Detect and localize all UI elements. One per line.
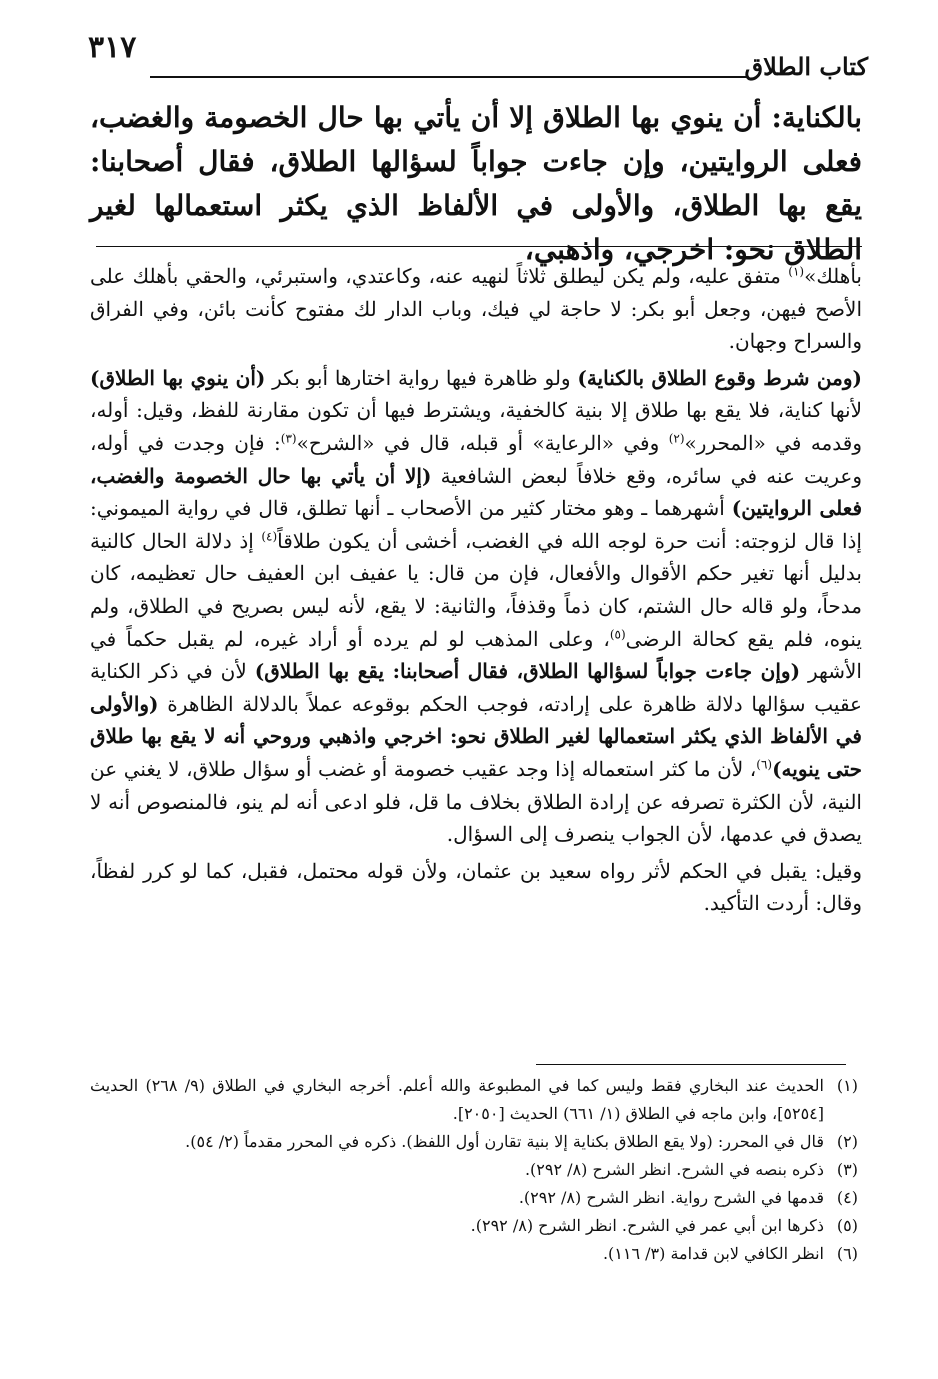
footnote-ref-2[interactable]: (٢) bbox=[668, 431, 685, 446]
footnote-ref-6[interactable]: (٦) bbox=[756, 757, 773, 772]
footnote-ref-3[interactable]: (٣) bbox=[280, 431, 297, 446]
matn-separator bbox=[96, 246, 862, 247]
footnote-text: قدمها في الشرح رواية. انظر الشرح (٨/ ٢٩٢). bbox=[518, 1188, 824, 1207]
footnote-number: (٣) bbox=[836, 1160, 858, 1179]
text-run: لأن في ذكر الكناية عقيب سؤالها دلالة ظاهرة على إرادته، فوجب الحكم بوقوعه عملاً بالدلالة الظاهرة bbox=[90, 659, 862, 716]
text-run: بأهلك» bbox=[804, 264, 862, 288]
running-title: كتاب الطلاق bbox=[744, 52, 868, 81]
text-run: ولو ظاهرة فيها رواية اختارها أبو بكر bbox=[265, 365, 578, 390]
footnote-number: (٦) bbox=[836, 1244, 858, 1263]
footnote bbox=[90, 1184, 858, 1212]
footnote-text: الحديث عند البخاري فقط وليس كما في المطبوعة والله أعلم. أخرجه البخاري في الطلاق (٩/ ٢٦٨) الحديث [٥٢٥٤]، وابن ماجه في الطلاق (١/ ٦٦١) الحديث [٢٠٥٠]. bbox=[90, 1076, 824, 1123]
footnote bbox=[90, 1128, 858, 1156]
footnote-number: (١) bbox=[836, 1076, 858, 1095]
footnote-text: ذكرها ابن أبي عمر في الشرح. انظر الشرح (٨/ ٢٩٢). bbox=[470, 1216, 824, 1235]
footnote bbox=[90, 1072, 858, 1128]
commentary-paragraph-1 bbox=[90, 260, 862, 358]
text-run: أشهرهما ـ وهو مختار كثير من الأصحاب ـ أنها تطلق، قال في رواية الميموني: إذا قال لزوجته: أنت حرة لوجه الله في الغضب، أخشى أن يكون طلاقاً bbox=[90, 496, 862, 553]
footnote bbox=[90, 1156, 858, 1184]
header-rule bbox=[150, 76, 748, 78]
footnote-number: (٥) bbox=[836, 1216, 858, 1235]
text-run: : فإن وجدت في أوله، وعريت عنه في سائره، وقع خلافاً لبعض الشافعية bbox=[90, 430, 862, 488]
matn-quote: (وإن جاءت جواباً لسؤالها الطلاق، فقال أصحابنا: يقع بها الطلاق) bbox=[254, 659, 801, 684]
page-number: ٣١٧ bbox=[88, 30, 137, 65]
matn-quote: (والأولى في الألفاظ الذي يكثر استعمالها لغير الطلاق نحو: اخرجي واذهبي وروحي أنه لا يقع بها طلاق حتى ينويه) bbox=[90, 691, 862, 781]
page-header bbox=[88, 30, 868, 80]
text-run: ، لأن ما كثر استعماله إذا وجد عقيب خصومة أو غضب أو سؤال طلاق، لا يغني عن النية، لأن الكثرة تصرفه عن إرادة الطلاق بخلاف ما قل، فلو ادعى أنه لم ينو، فالمنصوص أنه لا يصدق في عدمها، لأن الجواب ينصرف إلى السؤال. bbox=[90, 756, 862, 847]
text-run: إذ دلالة الحال كالنية بدليل أنها تغير حكم الأقوال والأفعال، فإن من قال: يا عفيف ابن العفيف حال تعظيمه، كان مدحاً، ولو قاله حال الشتم، كان ذماً وقذفاً، والثانية: لا يقع، لأنه ليس بصريح في الطلاق، ولم ينوه، فلم يقع كحالة الرضى bbox=[90, 528, 862, 651]
text-run: متفق عليه، ولم يكن ليطلق ثلاثاً لنهيه عنه، وكاعتدي، واستبرئي، والحقي بأهلك على الأصح فيهن، وجعل أبو بكر: لا حاجة لي فيك، وباب الدار لك مفتوح كأنت بائن، وفي الفراق والسراح وجهان. bbox=[90, 264, 862, 354]
commentary-paragraph-3: وقيل: يقبل في الحكم لأثر رواه سعيد بن عثمان، ولأن قوله محتمل، فقبل، كما لو كرر لفظاً، وقال: أردت التأكيد. bbox=[90, 858, 862, 916]
footnote bbox=[90, 1240, 858, 1268]
text-run: لأنها كناية، فلا يقع بها طلاق إلا بنية كالخفية، ويشترط فيها أن تكون مقارنة للفظ، وقيل: أوله، وقدمه في «المحرر» bbox=[90, 398, 862, 455]
text-run: ، وعلى المذهب لو لم يرده أو أراد غيره، لم يقبل حكماً في الأشهر bbox=[90, 626, 862, 684]
footnote-text: قال في المحرر: (ولا يقع الطلاق بكناية إلا بنية تقارن أول اللفظ). ذكره في المحرر مقدماً (٢/ ٥٤). bbox=[185, 1132, 824, 1151]
footnote-text: انظر الكافي لابن قدامة (٣/ ١١٦). bbox=[602, 1244, 824, 1263]
matn-text: بالكناية: أن ينوي بها الطلاق إلا أن يأتي بها حال الخصومة والغضب، فعلى الروايتين، وإن جاءت جواباً لسؤالها الطلاق، فقال أصحابنا: يقع بها الطلاق، والأولى في الألفاظ الذي يكثر استعمالها لغير الطلاق نحو: اخرجي، واذهبي، bbox=[90, 101, 862, 266]
matn-quote: (ومن شرط وقوع الطلاق بالكناية) bbox=[577, 365, 862, 390]
footnote-number: (٢) bbox=[836, 1132, 858, 1151]
commentary-paragraph-2 bbox=[90, 362, 862, 851]
text-run: وفي «الرعاية» أو قبله، قال في «الشرح» bbox=[296, 430, 669, 455]
footnote-ref-4[interactable]: (٤) bbox=[261, 529, 278, 544]
footnote-number: (٤) bbox=[836, 1188, 858, 1207]
footnotes bbox=[90, 1072, 858, 1268]
footnote-ref-1[interactable]: (١) bbox=[788, 264, 805, 279]
footnote-separator bbox=[536, 1064, 846, 1065]
commentary bbox=[90, 260, 862, 924]
matn-quote: (أن ينوي بها الطلاق) bbox=[90, 365, 266, 390]
footnote bbox=[90, 1212, 858, 1240]
footnote-ref-5[interactable]: (٥) bbox=[609, 626, 626, 641]
footnote-text: ذكره بنصه في الشرح. انظر الشرح (٨/ ٢٩٢). bbox=[524, 1160, 824, 1179]
matn-quote: (إلا أن يأتي بها حال الخصومة والغضب، فعلى الروايتين) bbox=[90, 463, 862, 521]
